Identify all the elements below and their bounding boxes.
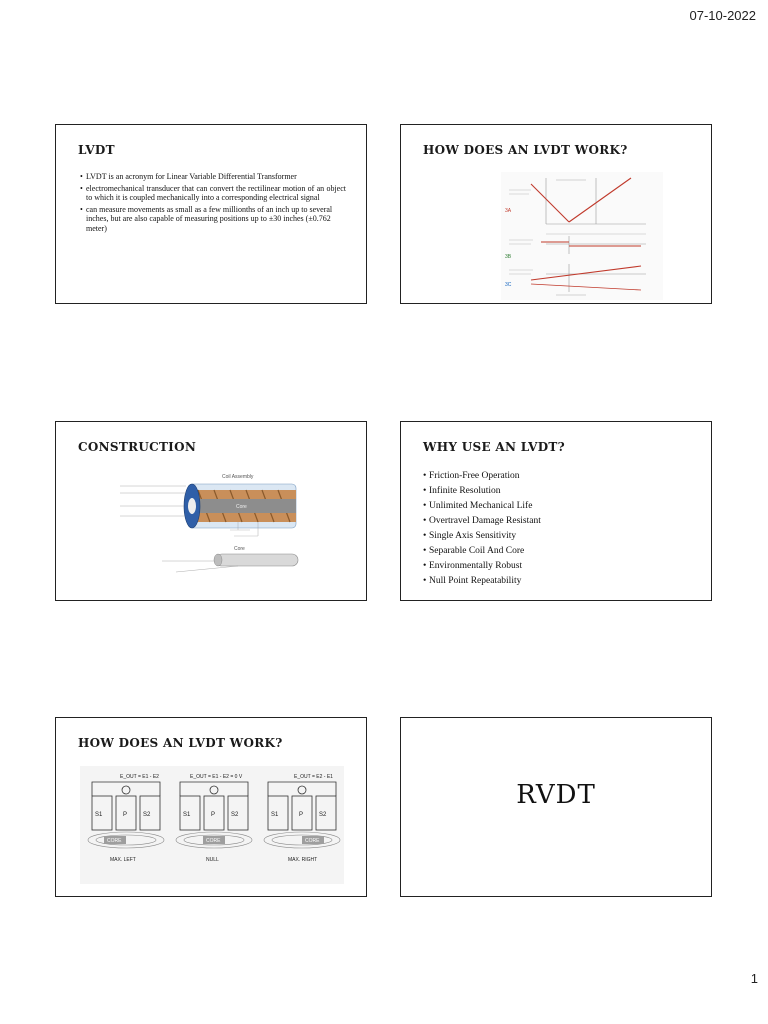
slide-title: RVDT bbox=[516, 780, 596, 810]
bullet-item: • electromechanical transducer that can convert the rectilinear motion of an object to which it is coupled mechanically into a corresponding electrical signal bbox=[78, 184, 346, 203]
construction-figure bbox=[118, 470, 318, 580]
slide-rvdt bbox=[400, 717, 712, 897]
slide-how-lvdt-works-circuit bbox=[55, 717, 367, 897]
bullet-item: • can measure movements as small as a few millionths of an inch up to several inches, but are also capable of measuring positions up to ±30 inches (±0.762 meter) bbox=[78, 205, 346, 234]
figure-label: 3C bbox=[505, 282, 512, 288]
slide-title: LVDT bbox=[78, 143, 115, 157]
slide-title: HOW DOES AN LVDT WORK? bbox=[78, 736, 283, 750]
bullet-item: • Friction-Free Operation bbox=[423, 469, 691, 484]
core-inner-label: Core bbox=[236, 504, 247, 510]
slide-lvdt-intro bbox=[55, 124, 367, 304]
figure-label: 3A bbox=[505, 208, 512, 214]
lvdt-circuit-figure bbox=[80, 766, 344, 884]
header-date: 07-10-2022 bbox=[689, 8, 756, 23]
coil-label-s2: S2 bbox=[231, 812, 239, 818]
equation-text: E_OUT = E1 - E2 bbox=[120, 774, 159, 780]
coil-label-p: P bbox=[123, 812, 128, 818]
coil-label-s2: S2 bbox=[319, 812, 327, 818]
slide-construction bbox=[55, 421, 367, 601]
coil-label-s1: S1 bbox=[95, 812, 103, 818]
bullet-list bbox=[423, 469, 691, 589]
bullet-item: • Overtravel Damage Resistant bbox=[423, 514, 691, 529]
slide-why-use-lvdt bbox=[400, 421, 712, 601]
bullet-item: • LVDT is an acronym for Linear Variable Differential Transformer bbox=[78, 172, 346, 182]
slide-title: WHY USE AN LVDT? bbox=[423, 440, 565, 454]
equation-text: E_OUT = E1 - E2 = 0 V bbox=[190, 774, 243, 780]
coil-label-s2: S2 bbox=[143, 812, 151, 818]
bullet-item: • Null Point Repeatability bbox=[423, 574, 691, 589]
slide-title: HOW DOES AN LVDT WORK? bbox=[423, 143, 628, 157]
bullet-item: • Single Axis Sensitivity bbox=[423, 529, 691, 544]
equation-text: E_OUT = E2 - E1 bbox=[294, 774, 333, 780]
coil-assembly-label: Coil Assembly bbox=[222, 474, 254, 480]
panel-caption: NULL bbox=[206, 857, 219, 863]
core-label: CORE bbox=[305, 838, 320, 844]
coil-label-s1: S1 bbox=[271, 812, 279, 818]
bullet-item: • Environmentally Robust bbox=[423, 559, 691, 574]
figure-label: 3B bbox=[505, 254, 512, 260]
core-label: Core bbox=[234, 546, 245, 552]
bullet-item: • Infinite Resolution bbox=[423, 484, 691, 499]
bullet-item: • Separable Coil And Core bbox=[423, 544, 691, 559]
output-characteristic-figure bbox=[501, 172, 663, 300]
bullet-item: • Unlimited Mechanical Life bbox=[423, 499, 691, 514]
slide-how-lvdt-works-graph bbox=[400, 124, 712, 304]
slide-title: CONSTRUCTION bbox=[78, 440, 197, 454]
panel-caption: MAX. RIGHT bbox=[288, 857, 318, 863]
core-label: CORE bbox=[107, 838, 122, 844]
page-number: 1 bbox=[750, 971, 758, 986]
coil-label-s1: S1 bbox=[183, 812, 191, 818]
core-label: CORE bbox=[206, 838, 221, 844]
bullet-list bbox=[78, 172, 346, 235]
coil-label-p: P bbox=[211, 812, 216, 818]
panel-caption: MAX. LEFT bbox=[110, 857, 136, 863]
coil-label-p: P bbox=[299, 812, 304, 818]
